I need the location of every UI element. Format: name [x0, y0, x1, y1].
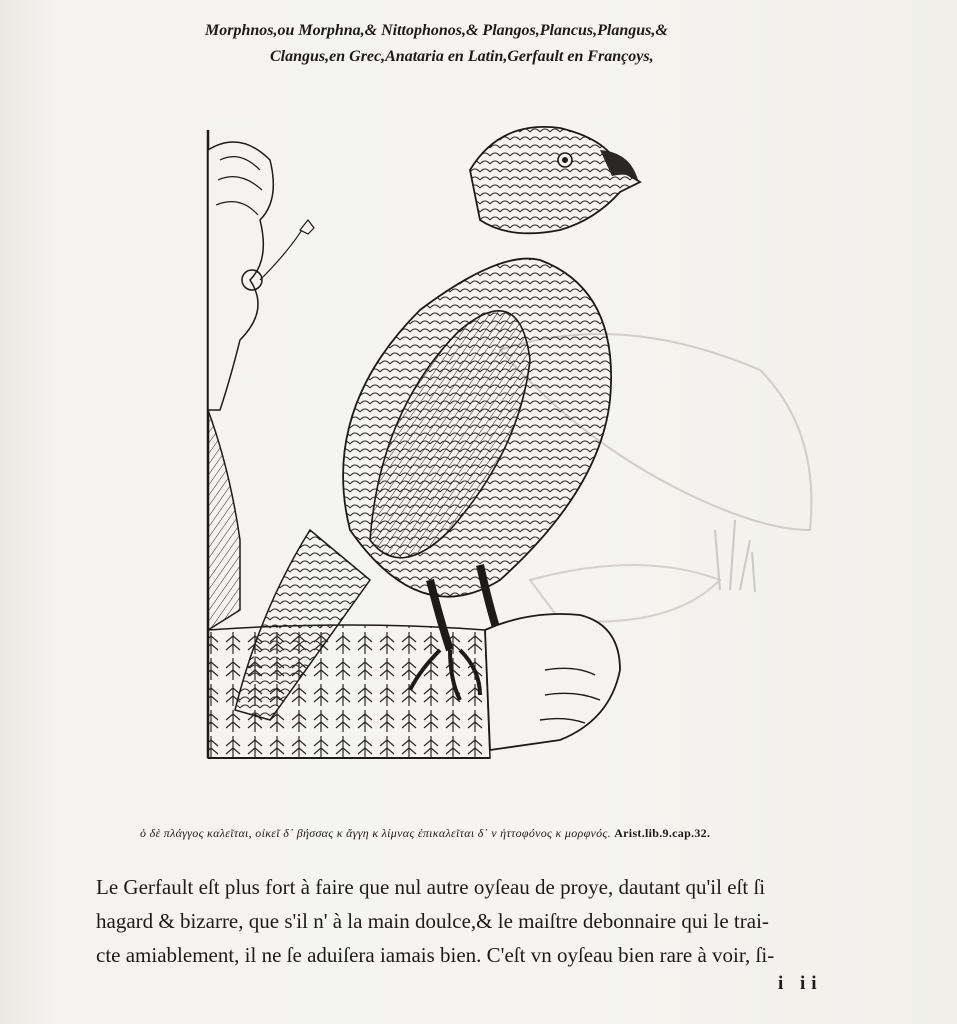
- greek-text: ὁ δὲ πλάγγος καλεῖται, οἰκεῖ δ᾽ βήσσας κ ἄγγη κ λίμνας ἐπικαλεῖται δ᾽ ν ἠττοφόνος κ μορφνός.: [140, 826, 611, 840]
- signature-mark: i ii: [778, 973, 823, 994]
- body-line-3: cte amiablement, il ne ſe aduiſera iamais bien. C'eſt vn oyſeau bien rare à voir, ſi-: [96, 943, 775, 967]
- citation-reference: Arist.lib.9.cap.32.: [614, 826, 711, 840]
- gerfalcon-woodcut: [200, 110, 840, 780]
- body-line-2: hagard & bizarre, que s'il n' à la main doulce,& le maiſtre debonnaire qui le trai-: [96, 909, 769, 933]
- greek-citation: [140, 826, 840, 841]
- caption-line-2: Clangus,en Grec,Anataria en Latin,Gerfault en Françoys,: [270, 48, 654, 65]
- body-line-1: Le Gerfault eſt plus fort à faire que nul autre oyſeau de proye, dautant qu'il eſt ſi: [96, 875, 766, 899]
- caption-line-1: Morphnos,ou Morphna,& Nittophonos,& Plangos,Plancus,Plangus,&: [205, 22, 668, 39]
- body-paragraph: [96, 870, 871, 972]
